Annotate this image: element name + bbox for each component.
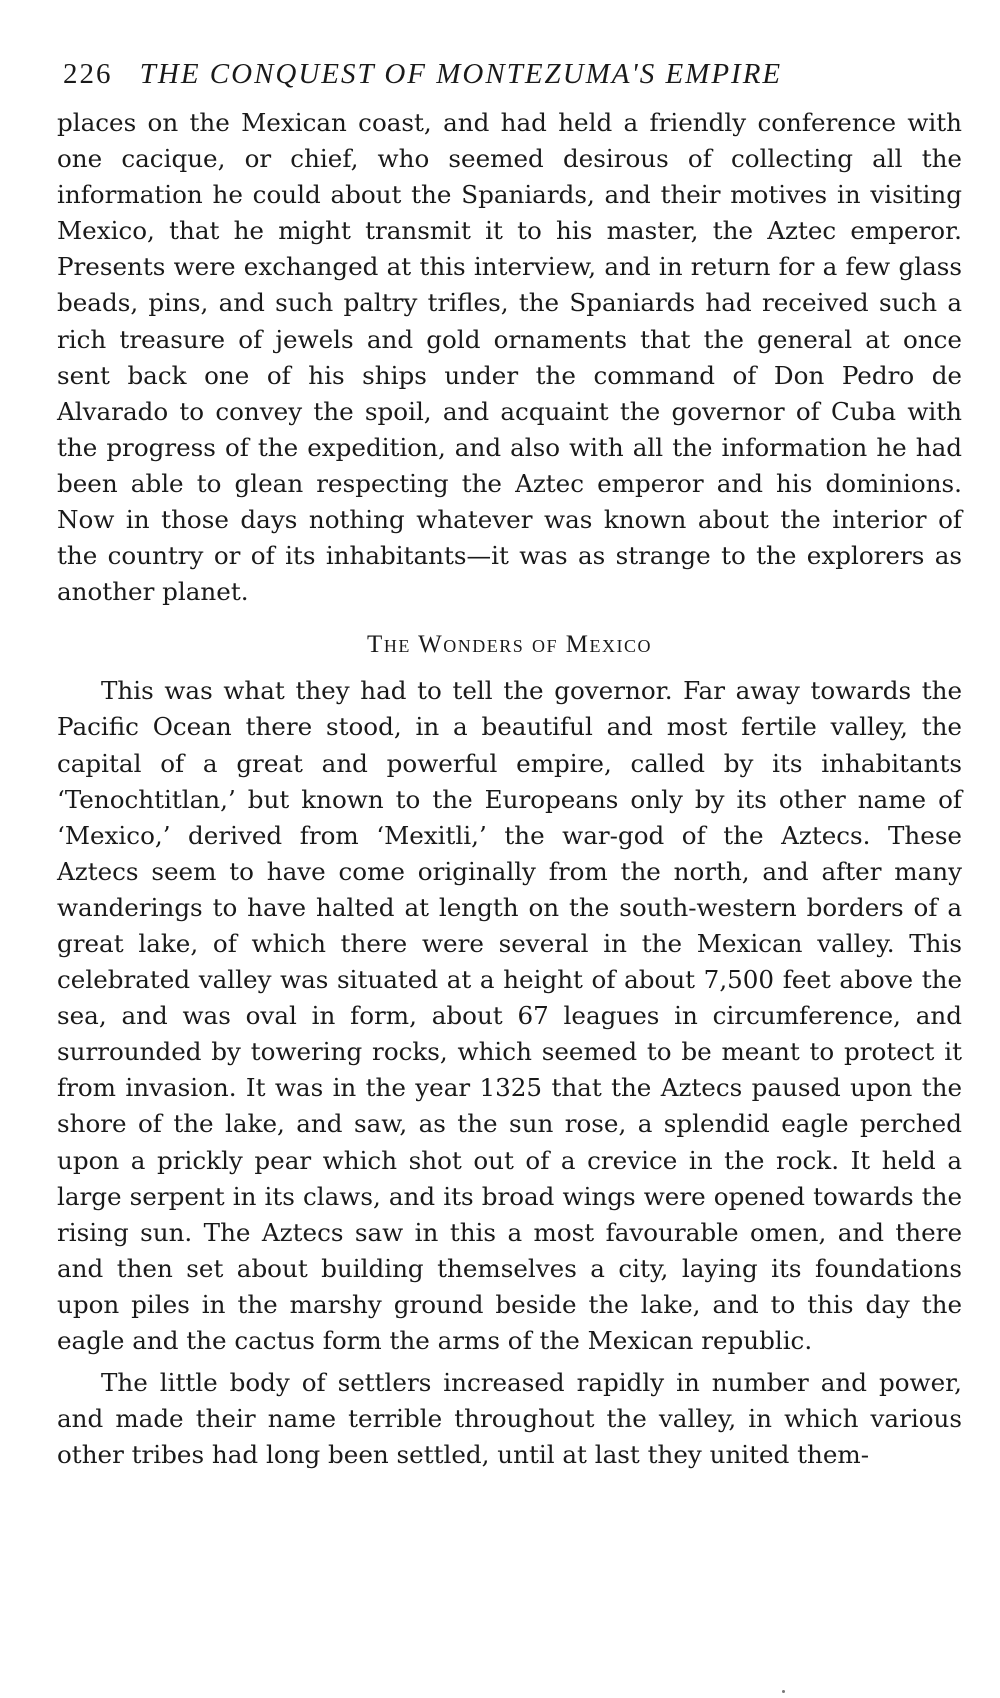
paragraph-intro: places on the Mexican coast, and had held a friendly conference with one cacique, or chief, who seemed desirous of collecting all the information he could about the Spaniards, and their motives in visiting Mexico, that he might transmit it to his master, the Aztec emperor. Presents were exchanged at this interview, and in return for a few glass beads, pins, and such paltry trifles, the Spaniards had received such a rich treasure of jewels and gold ornaments that the general at once sent back one of his ships under the command of Don Pedro de Alvarado to convey the spoil, and acquaint the governor of Cuba with the progress of the expedition, and also with all the information he had been able to glean respecting the Aztec emperor and his dominions. Now in those days nothing whatever was known about the interior of the country or of its inhabitants—it was as strange to the explorers as another planet. — [57, 108, 962, 607]
book-page — [57, 58, 962, 1473]
section-heading: The Wonders of Mexico — [367, 631, 652, 659]
paragraph-settlers: The little body of settlers increased rapidly in number and power, and made their name terrible throughout the valley, in which various other tribes had long been settled, until at last they united them- — [57, 1368, 962, 1470]
running-head — [63, 58, 962, 91]
book-title: THE CONQUEST OF MONTEZUMA'S EMPIRE — [139, 58, 783, 90]
paragraph-wonders: This was what they had to tell the governor. Far away towards the Pacific Ocean there stood, in a beautiful and most fertile valley, the capital of a great and powerful empire, called by its inhabitants ‘Tenochtitlan,’ but known to the Europeans only by its other name of ‘Mexico,’ derived from ‘Mexitli,’ the war-god of the Aztecs. These Aztecs seem to have come originally from the north, and after many wanderings to have halted at length on the south-western borders of a great lake, of which there were several in the Mexican valley. This celebrated valley was situated at a height of about 7,500 feet above the sea, and was oval in form, about 67 leagues in circumference, and surrounded by towering rocks, which seemed to be meant to protect it from invasion. It was in the year 1325 that the Aztecs paused upon the shore of the lake, and saw, as the sun rose, a splendid eagle perched upon a prickly pear which shot out of a crevice in the rock. It held a large serpent in its claws, and its broad wings were opened towards the rising sun. The Aztecs saw in this a most favourable omen, and there and then set about building themselves a city, laying its foundations upon piles in the marshy ground beside the lake, and to this day the eagle and the cactus form the arms of the Mexican republic. — [57, 676, 962, 1355]
print-speck — [782, 1690, 785, 1693]
page-number: 226 — [63, 58, 113, 90]
